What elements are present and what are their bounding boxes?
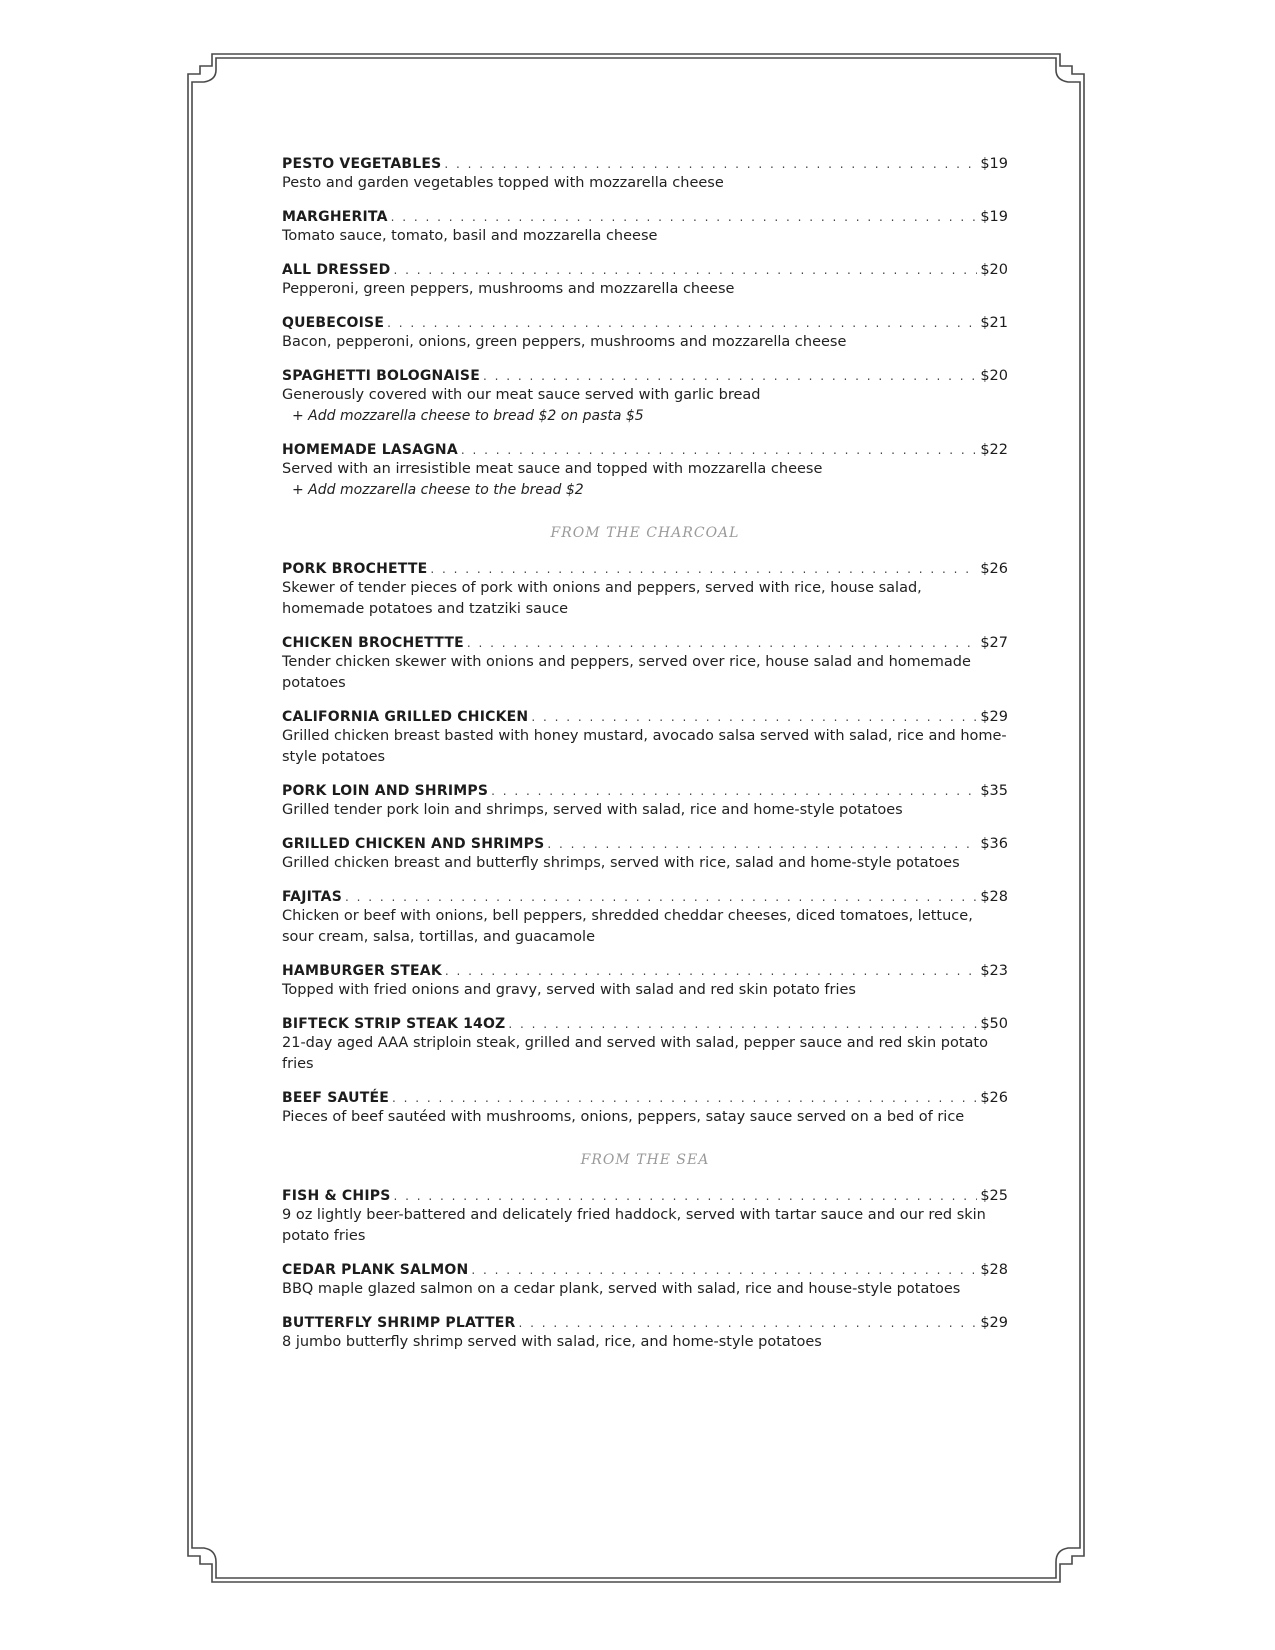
- item-name: FISH & CHIPS: [282, 1188, 391, 1204]
- item-price: $21: [980, 315, 1008, 331]
- item-addon-note: + Add mozzarella cheese to bread $2 on pasta $5: [292, 408, 644, 424]
- item-name: FAJITAS: [282, 889, 342, 905]
- dot-leader: [430, 562, 977, 576]
- menu-item: [282, 963, 1008, 1001]
- item-description: Tender chicken skewer with onions and peppers, served over rice, house salad and homemade potatoes: [282, 654, 971, 691]
- menu-section-pizza-pasta: [282, 118, 1008, 501]
- item-price: $23: [980, 963, 1008, 979]
- item-price: $22: [980, 442, 1008, 458]
- dot-leader: [531, 710, 977, 724]
- menu-content: [282, 118, 1008, 1368]
- menu-item: [282, 156, 1008, 194]
- menu-item: [282, 783, 1008, 821]
- item-name: MARGHERITA: [282, 209, 388, 225]
- item-description: Skewer of tender pieces of pork with onions and peppers, served with rice, house salad, homemade potatoes and tzatziki sauce: [282, 580, 922, 617]
- item-description: Bacon, pepperoni, onions, green peppers, mushrooms and mozzarella cheese: [282, 334, 847, 350]
- item-description: 8 jumbo butterfly shrimp served with salad, rice, and home-style potatoes: [282, 1334, 822, 1350]
- menu-item: [282, 709, 1008, 768]
- item-price: $35: [980, 783, 1008, 799]
- dot-leader: [445, 964, 977, 978]
- item-price: $29: [980, 709, 1008, 725]
- item-price: $27: [980, 635, 1008, 651]
- menu-section-sea: [282, 1150, 1008, 1353]
- item-name: BIFTECK STRIP STEAK 14OZ: [282, 1016, 506, 1032]
- item-description: Chicken or beef with onions, bell peppers, shredded cheddar cheeses, diced tomatoes, lettuce, sour cream, salsa, tortillas, and guacamole: [282, 908, 973, 945]
- dot-leader: [387, 316, 977, 330]
- item-description: 9 oz lightly beer-battered and delicately fried haddock, served with tartar sauce and our red skin potato fries: [282, 1207, 986, 1244]
- item-name: BUTTERFLY SHRIMP PLATTER: [282, 1315, 516, 1331]
- item-description: Pieces of beef sautéed with mushrooms, onions, peppers, satay sauce served on a bed of rice: [282, 1109, 965, 1125]
- item-price: $26: [980, 561, 1008, 577]
- item-name: QUEBECOISE: [282, 315, 385, 331]
- menu-item: [282, 889, 1008, 948]
- dot-leader: [547, 837, 977, 851]
- item-price: $19: [980, 209, 1008, 225]
- dot-leader: [393, 1189, 977, 1203]
- item-name: PORK BROCHETTE: [282, 561, 428, 577]
- section-title: [282, 118, 1008, 138]
- dot-leader: [461, 443, 977, 457]
- menu-item: [282, 442, 1008, 501]
- item-price: $36: [980, 836, 1008, 852]
- item-price: $26: [980, 1090, 1008, 1106]
- item-description: BBQ maple glazed salmon on a cedar plank, served with salad, rice and house-style potatoes: [282, 1281, 961, 1297]
- item-name: CHICKEN BROCHETTTE: [282, 635, 464, 651]
- item-price: $28: [980, 889, 1008, 905]
- item-addon-note: + Add mozzarella cheese to the bread $2: [292, 482, 584, 498]
- menu-item: [282, 262, 1008, 300]
- item-description: Pesto and garden vegetables topped with mozzarella cheese: [282, 175, 724, 191]
- item-name: BEEF SAUTÉE: [282, 1090, 389, 1106]
- dot-leader: [491, 784, 977, 798]
- menu-item: [282, 1016, 1008, 1075]
- item-description: Tomato sauce, tomato, basil and mozzarella cheese: [282, 228, 658, 244]
- dot-leader: [391, 210, 978, 224]
- dot-leader: [467, 636, 977, 650]
- item-name: HOMEMADE LASAGNA: [282, 442, 458, 458]
- menu-item: [282, 1262, 1008, 1300]
- menu-section-charcoal: [282, 523, 1008, 1128]
- menu-item: [282, 209, 1008, 247]
- dot-leader: [483, 369, 977, 383]
- item-description: Served with an irresistible meat sauce and topped with mozzarella cheese: [282, 461, 823, 477]
- menu-item: [282, 368, 1008, 427]
- item-description: 21-day aged AAA striploin steak, grilled and served with salad, pepper sauce and red skin potato fries: [282, 1035, 988, 1072]
- item-price: $25: [980, 1188, 1008, 1204]
- dot-leader: [444, 157, 977, 171]
- item-price: $19: [980, 156, 1008, 172]
- dot-leader: [518, 1316, 977, 1330]
- menu-item: [282, 561, 1008, 620]
- item-name: ALL DRESSED: [282, 262, 391, 278]
- item-description: Topped with fried onions and gravy, served with salad and red skin potato fries: [282, 982, 856, 998]
- menu-item: [282, 635, 1008, 694]
- item-description: Pepperoni, green peppers, mushrooms and mozzarella cheese: [282, 281, 735, 297]
- dot-leader: [508, 1017, 977, 1031]
- item-price: $50: [980, 1016, 1008, 1032]
- item-name: PORK LOIN AND SHRIMPS: [282, 783, 489, 799]
- item-price: $29: [980, 1315, 1008, 1331]
- item-name: CEDAR PLANK SALMON: [282, 1262, 469, 1278]
- dot-leader: [393, 263, 977, 277]
- dot-leader: [392, 1091, 977, 1105]
- menu-item: [282, 836, 1008, 874]
- menu-item: [282, 315, 1008, 353]
- item-price: $20: [980, 262, 1008, 278]
- item-price: $20: [980, 368, 1008, 384]
- item-name: GRILLED CHICKEN AND SHRIMPS: [282, 836, 545, 852]
- dot-leader: [345, 890, 977, 904]
- item-name: PESTO VEGETABLES: [282, 156, 442, 172]
- menu-item: [282, 1188, 1008, 1247]
- item-name: CALIFORNIA GRILLED CHICKEN: [282, 709, 529, 725]
- menu-item: [282, 1315, 1008, 1353]
- item-name: HAMBURGER STEAK: [282, 963, 442, 979]
- menu-item: [282, 1090, 1008, 1128]
- dot-leader: [471, 1263, 977, 1277]
- section-title: FROM THE CHARCOAL: [550, 525, 740, 541]
- section-title: FROM THE SEA: [580, 1152, 710, 1168]
- item-description: Grilled chicken breast basted with honey mustard, avocado salsa served with salad, rice and home-style potatoes: [282, 728, 1007, 765]
- item-description: Grilled chicken breast and butterfly shrimps, served with rice, salad and home-style potatoes: [282, 855, 960, 871]
- item-description: Generously covered with our meat sauce served with garlic bread: [282, 387, 761, 403]
- item-name: SPAGHETTI BOLOGNAISE: [282, 368, 480, 384]
- item-description: Grilled tender pork loin and shrimps, served with salad, rice and home-style potatoes: [282, 802, 903, 818]
- item-price: $28: [980, 1262, 1008, 1278]
